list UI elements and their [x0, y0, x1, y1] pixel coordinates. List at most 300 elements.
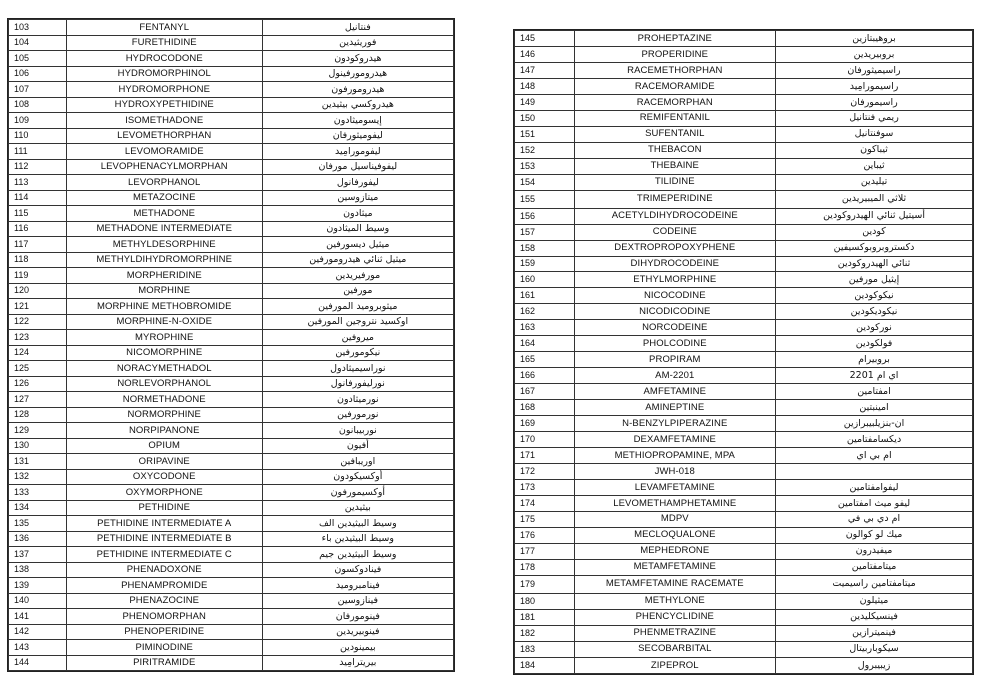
row-number: 110: [9, 128, 67, 144]
table-row: [515, 208, 973, 224]
drug-name-ar: راسيميثورفان: [776, 62, 973, 78]
drug-name-en: METAMFETAMINE RACEMATE: [574, 575, 776, 593]
table-row: [9, 454, 454, 470]
drug-name-ar: بروبيرام: [776, 352, 973, 368]
table-row: [515, 272, 973, 288]
row-number: 183: [515, 641, 575, 657]
drug-name-en: LEVOMETHORPHAN: [66, 128, 262, 144]
drug-name-ar: راسيمورامِيد: [776, 78, 973, 94]
drug-name-ar: فولكودين: [776, 336, 973, 352]
left-drug-table: [8, 19, 454, 671]
table-row: [9, 66, 454, 82]
table-row: [515, 641, 973, 657]
table-row: [9, 516, 454, 532]
drug-name-en: ZIPEPROL: [574, 657, 776, 673]
table-row: [9, 20, 454, 36]
table-row: [9, 609, 454, 625]
row-number: 184: [515, 657, 575, 673]
drug-name-en: SECOBARBITAL: [574, 641, 776, 657]
row-number: 141: [9, 609, 67, 625]
row-number: 135: [9, 516, 67, 532]
drug-name-en: THEBACON: [574, 142, 776, 158]
row-number: 163: [515, 320, 575, 336]
drug-name-ar: ديكسامفتامين: [776, 432, 973, 448]
table-row: [515, 479, 973, 495]
table-row: [9, 221, 454, 237]
drug-name-en: LEVORPHANOL: [66, 175, 262, 191]
drug-name-en: AMINEPTINE: [574, 400, 776, 416]
row-number: 131: [9, 454, 67, 470]
drug-name-ar: ليفوميثورفان: [262, 128, 453, 144]
row-number: 160: [515, 272, 575, 288]
drug-name-en: LEVOPHENACYLMORPHAN: [66, 159, 262, 175]
drug-name-en: DEXAMFETAMINE: [574, 432, 776, 448]
drug-name-ar: ليفو ميث امفتامين: [776, 495, 973, 511]
table-row: [515, 511, 973, 527]
table-row: [515, 288, 973, 304]
drug-name-ar: دكستروبروبوكسيفين: [776, 240, 973, 256]
table-row: [9, 578, 454, 594]
table-row: [9, 376, 454, 392]
drug-name-ar: ميثيلون: [776, 593, 973, 609]
row-number: 159: [515, 256, 575, 272]
drug-name-ar: ثنائي الهيدروكودين: [776, 256, 973, 272]
row-number: 138: [9, 562, 67, 578]
drug-name-en: PHENOPERIDINE: [66, 624, 262, 640]
drug-name-en: OXYCODONE: [66, 469, 262, 485]
drug-name-ar: امفتامين: [776, 384, 973, 400]
drug-name-en: PHENOMORPHAN: [66, 609, 262, 625]
row-number: 114: [9, 190, 67, 206]
drug-name-en: FENTANYL: [66, 20, 262, 36]
table-row: [9, 237, 454, 253]
table-row: [515, 94, 973, 110]
drug-name-en: JWH-018: [574, 463, 776, 479]
drug-name-en: MORPHERIDINE: [66, 268, 262, 284]
table-row: [9, 531, 454, 547]
drug-name-ar: ليفورفانول: [262, 175, 453, 191]
row-number: 128: [9, 407, 67, 423]
table-row: [9, 314, 454, 330]
table-row: [9, 640, 454, 656]
table-row: [9, 175, 454, 191]
drug-name-ar: نوراسيميثادول: [262, 361, 453, 377]
drug-name-ar: أوكسيكودون: [262, 469, 453, 485]
drug-name-ar: سيكوباربيتال: [776, 641, 973, 657]
table-row: [9, 35, 454, 51]
row-number: 148: [515, 78, 575, 94]
table-row: [9, 82, 454, 98]
table-row: [515, 240, 973, 256]
drug-name-en: MORPHINE METHOBROMIDE: [66, 299, 262, 315]
right-page: [513, 29, 974, 675]
drug-name-ar: هيدرومورفينول: [262, 66, 453, 82]
row-number: 106: [9, 66, 67, 82]
row-number: 120: [9, 283, 67, 299]
table-row: [515, 400, 973, 416]
drug-name-en: PHENMETRAZINE: [574, 625, 776, 641]
table-row: [9, 423, 454, 439]
drug-name-en: PHENADOXONE: [66, 562, 262, 578]
drug-name-ar: فينسيكليدين: [776, 609, 973, 625]
row-number: 181: [515, 609, 575, 625]
drug-name-en: HYDROCODONE: [66, 51, 262, 67]
drug-name-ar: ليفوفيناسيل مورفان: [262, 159, 453, 175]
drug-name-ar: نورمورفين: [262, 407, 453, 423]
drug-name-en: RACEMORPHAN: [574, 94, 776, 110]
drug-name-ar: أفيون: [262, 438, 453, 454]
drug-name-en: PETHIDINE INTERMEDIATE B: [66, 531, 262, 547]
drug-name-en: AM-2201: [574, 368, 776, 384]
drug-name-en: CODEINE: [574, 224, 776, 240]
row-number: 123: [9, 330, 67, 346]
drug-name-ar: فينازوسين: [262, 593, 453, 609]
drug-name-en: ISOMETHADONE: [66, 113, 262, 129]
drug-name-ar: فينادوكسون: [262, 562, 453, 578]
drug-name-ar: وسيط البيثيدين جيم: [262, 547, 453, 563]
drug-name-ar: امينبتين: [776, 400, 973, 416]
drug-name-ar: مورفين: [262, 283, 453, 299]
drug-name-en: METAZOCINE: [66, 190, 262, 206]
drug-name-ar: هيدروكودون: [262, 51, 453, 67]
row-number: 112: [9, 159, 67, 175]
drug-name-ar: وسيط البيثيدين باء: [262, 531, 453, 547]
drug-name-en: REMIFENTANIL: [574, 110, 776, 126]
row-number: 149: [515, 94, 575, 110]
table-row: [515, 110, 973, 126]
drug-name-ar: ميفيدرون: [776, 543, 973, 559]
row-number: 145: [515, 31, 575, 47]
table-row: [9, 128, 454, 144]
table-row: [515, 352, 973, 368]
table-row: [9, 51, 454, 67]
row-number: 154: [515, 174, 575, 190]
row-number: 136: [9, 531, 67, 547]
table-row: [515, 447, 973, 463]
drug-name-ar: بيمينودين: [262, 640, 453, 656]
row-number: 130: [9, 438, 67, 454]
drug-name-ar: ام بي اي: [776, 447, 973, 463]
table-row: [515, 158, 973, 174]
row-number: 121: [9, 299, 67, 315]
drug-name-ar: إيثيل مورفين: [776, 272, 973, 288]
table-row: [515, 495, 973, 511]
drug-name-en: PETHIDINE INTERMEDIATE A: [66, 516, 262, 532]
table-row: [9, 500, 454, 516]
drug-name-ar: ميثوبروميد المورفين: [262, 299, 453, 315]
table-row: [515, 320, 973, 336]
drug-name-en: PROHEPTAZINE: [574, 31, 776, 47]
drug-name-en: NICODICODINE: [574, 304, 776, 320]
drug-name-en: MORPHINE: [66, 283, 262, 299]
drug-name-en: MDPV: [574, 511, 776, 527]
drug-name-en: DIHYDROCODEINE: [574, 256, 776, 272]
drug-name-en: ACETYLDIHYDROCODEINE: [574, 208, 776, 224]
drug-name-ar: نوركودين: [776, 320, 973, 336]
row-number: 177: [515, 543, 575, 559]
row-number: 142: [9, 624, 67, 640]
row-number: 134: [9, 500, 67, 516]
table-row: [9, 283, 454, 299]
drug-name-ar: ثيباين: [776, 158, 973, 174]
drug-name-ar: وسيط الميثادون: [262, 221, 453, 237]
drug-name-ar: فينومورفان: [262, 609, 453, 625]
table-row: [9, 190, 454, 206]
row-number: 109: [9, 113, 67, 129]
drug-name-ar: نيكوكودين: [776, 288, 973, 304]
row-number: 182: [515, 625, 575, 641]
table-row: [9, 438, 454, 454]
drug-name-ar: بيثيدين: [262, 500, 453, 516]
drug-name-ar: ميك لو كوالون: [776, 527, 973, 543]
row-number: 118: [9, 252, 67, 268]
row-number: 161: [515, 288, 575, 304]
row-number: 139: [9, 578, 67, 594]
drug-name-en: METHADONE: [66, 206, 262, 222]
drug-name-ar: ميتازوسين: [262, 190, 453, 206]
drug-name-ar: ان-بنزيلبيبرازين: [776, 416, 973, 432]
table-row: [9, 299, 454, 315]
drug-name-en: NICOCODINE: [574, 288, 776, 304]
drug-name-en: NORLEVORPHANOL: [66, 376, 262, 392]
drug-name-ar: فينميترازين: [776, 625, 973, 641]
drug-name-ar: زيبيبرول: [776, 657, 973, 673]
table-row: [515, 78, 973, 94]
table-row: [9, 655, 454, 671]
drug-name-en: MEPHEDRONE: [574, 543, 776, 559]
table-row: [9, 144, 454, 160]
row-number: 147: [515, 62, 575, 78]
row-number: 117: [9, 237, 67, 253]
table-row: [515, 432, 973, 448]
drug-name-en: METHYLDESORPHINE: [66, 237, 262, 253]
drug-name-ar: ميتامفتامين راسيميت: [776, 575, 973, 593]
drug-name-en: NORACYMETHADOL: [66, 361, 262, 377]
drug-name-ar: أسيتيل ثنائي الهيدروكودين: [776, 208, 973, 224]
drug-name-ar: ميروفين: [262, 330, 453, 346]
drug-name-en: MYROPHINE: [66, 330, 262, 346]
drug-name-ar: ميثادون: [262, 206, 453, 222]
table-row: [9, 593, 454, 609]
drug-name-ar: بروبيريدين: [776, 46, 973, 62]
drug-name-en: NORPIPANONE: [66, 423, 262, 439]
drug-name-en: METHYLONE: [574, 593, 776, 609]
drug-name-ar: وسيط البيثيدين الف: [262, 516, 453, 532]
drug-name-en: METHYLDIHYDROMORPHINE: [66, 252, 262, 268]
drug-name-en: LEVAMFETAMINE: [574, 479, 776, 495]
drug-name-en: PETHIDINE: [66, 500, 262, 516]
drug-name-en: RACEMORAMIDE: [574, 78, 776, 94]
drug-name-en: PHOLCODINE: [574, 336, 776, 352]
drug-name-ar: إيسوميثادون: [262, 113, 453, 129]
drug-name-en: OPIUM: [66, 438, 262, 454]
row-number: 166: [515, 368, 575, 384]
drug-name-en: AMFETAMINE: [574, 384, 776, 400]
table-row: [515, 126, 973, 142]
drug-name-en: HYDROMORPHINOL: [66, 66, 262, 82]
drug-name-en: LEVOMETHAMPHETAMINE: [574, 495, 776, 511]
row-number: 176: [515, 527, 575, 543]
table-row: [9, 345, 454, 361]
drug-name-ar: اي ام 2201: [776, 368, 973, 384]
table-row: [515, 62, 973, 78]
row-number: 157: [515, 224, 575, 240]
table-row: [9, 469, 454, 485]
drug-name-en: TRIMEPERIDINE: [574, 190, 776, 208]
table-row: [515, 142, 973, 158]
row-number: 152: [515, 142, 575, 158]
drug-name-ar: بروهيبتازين: [776, 31, 973, 47]
drug-name-en: LEVOMORAMIDE: [66, 144, 262, 160]
table-row: [9, 252, 454, 268]
drug-name-en: TILIDINE: [574, 174, 776, 190]
table-row: [9, 113, 454, 129]
drug-name-ar: فينوبيريدين: [262, 624, 453, 640]
drug-name-ar: تيليدين: [776, 174, 973, 190]
table-row: [9, 624, 454, 640]
row-number: 172: [515, 463, 575, 479]
row-number: 144: [9, 655, 67, 671]
row-number: 122: [9, 314, 67, 330]
table-row: [515, 174, 973, 190]
table-row: [9, 159, 454, 175]
row-number: 158: [515, 240, 575, 256]
drug-name-en: ORIPAVINE: [66, 454, 262, 470]
row-number: 151: [515, 126, 575, 142]
table-row: [515, 593, 973, 609]
drug-name-en: PROPIRAM: [574, 352, 776, 368]
drug-name-en: NORMETHADONE: [66, 392, 262, 408]
table-row: [515, 368, 973, 384]
drug-name-ar: ميتامفتامين: [776, 559, 973, 575]
table-row: [515, 543, 973, 559]
row-number: 179: [515, 575, 575, 593]
row-number: 111: [9, 144, 67, 160]
drug-name-ar: ليفوامفتامين: [776, 479, 973, 495]
drug-name-en: METHIOPROPAMINE, MPA: [574, 447, 776, 463]
drug-name-ar: فنتانيل: [262, 20, 453, 36]
drug-name-en: SUFENTANIL: [574, 126, 776, 142]
row-number: 173: [515, 479, 575, 495]
table-row: [9, 562, 454, 578]
row-number: 180: [515, 593, 575, 609]
table-row: [9, 330, 454, 346]
row-number: 167: [515, 384, 575, 400]
table-row: [515, 31, 973, 47]
drug-name-en: MORPHINE-N-OXIDE: [66, 314, 262, 330]
drug-name-ar: اوريبافين: [262, 454, 453, 470]
drug-name-ar: راسيمورفان: [776, 94, 973, 110]
table-row: [515, 463, 973, 479]
row-number: 153: [515, 158, 575, 174]
table-row: [515, 527, 973, 543]
drug-name-ar: ميثيل ثنائي هيدرومورفين: [262, 252, 453, 268]
row-number: 164: [515, 336, 575, 352]
drug-name-en: PIMINODINE: [66, 640, 262, 656]
left-page: [7, 18, 455, 672]
drug-name-en: PHENAMPROMIDE: [66, 578, 262, 594]
row-number: 150: [515, 110, 575, 126]
drug-name-ar: هيدروكسي بيثيدين: [262, 97, 453, 113]
drug-name-ar: ريمي فنتانيل: [776, 110, 973, 126]
table-row: [9, 547, 454, 563]
drug-name-en: METAMFETAMINE: [574, 559, 776, 575]
table-row: [515, 46, 973, 62]
table-row: [515, 575, 973, 593]
table-row: [9, 206, 454, 222]
drug-name-ar: مورفيريدين: [262, 268, 453, 284]
drug-name-ar: اوكسيد نتروجين المورفين: [262, 314, 453, 330]
row-number: 156: [515, 208, 575, 224]
row-number: 126: [9, 376, 67, 392]
drug-name-en: DEXTROPROPOXYPHENE: [574, 240, 776, 256]
table-row: [515, 190, 973, 208]
row-number: 162: [515, 304, 575, 320]
drug-name-en: MECLOQUALONE: [574, 527, 776, 543]
drug-name-en: METHADONE INTERMEDIATE: [66, 221, 262, 237]
drug-name-en: RACEMETHORPHAN: [574, 62, 776, 78]
drug-name-en: HYDROMORPHONE: [66, 82, 262, 98]
table-row: [9, 361, 454, 377]
drug-name-ar: ميثيل ديسورفين: [262, 237, 453, 253]
drug-name-en: NORMORPHINE: [66, 407, 262, 423]
table-row: [515, 416, 973, 432]
drug-name-ar: أوكسيمورفون: [262, 485, 453, 501]
drug-name-en: N-BENZYLPIPERAZINE: [574, 416, 776, 432]
table-row: [515, 384, 973, 400]
drug-name-en: THEBAINE: [574, 158, 776, 174]
row-number: 113: [9, 175, 67, 191]
right-drug-table: [514, 30, 973, 674]
drug-name-en: PHENCYCLIDINE: [574, 609, 776, 625]
row-number: 107: [9, 82, 67, 98]
row-number: 108: [9, 97, 67, 113]
row-number: 133: [9, 485, 67, 501]
drug-name-ar: نورليفورفانول: [262, 376, 453, 392]
row-number: 140: [9, 593, 67, 609]
table-row: [9, 485, 454, 501]
drug-name-ar: كودين: [776, 224, 973, 240]
row-number: 174: [515, 495, 575, 511]
table-row: [515, 256, 973, 272]
drug-name-en: OXYMORPHONE: [66, 485, 262, 501]
row-number: 143: [9, 640, 67, 656]
row-number: 115: [9, 206, 67, 222]
drug-name-ar: [776, 463, 973, 479]
drug-name-en: FURETHIDINE: [66, 35, 262, 51]
drug-name-ar: نورميثادون: [262, 392, 453, 408]
drug-name-ar: ثيباكون: [776, 142, 973, 158]
row-number: 127: [9, 392, 67, 408]
row-number: 169: [515, 416, 575, 432]
table-row: [9, 97, 454, 113]
row-number: 171: [515, 447, 575, 463]
drug-name-en: PIRITRAMIDE: [66, 655, 262, 671]
table-row: [515, 657, 973, 673]
row-number: 165: [515, 352, 575, 368]
drug-name-ar: هيدرومورفون: [262, 82, 453, 98]
table-row: [515, 304, 973, 320]
drug-name-ar: نوربيبانون: [262, 423, 453, 439]
table-row: [9, 407, 454, 423]
drug-name-ar: نيكوديكودين: [776, 304, 973, 320]
drug-name-en: PROPERIDINE: [574, 46, 776, 62]
drug-name-ar: ليفومورامِيد: [262, 144, 453, 160]
drug-name-en: NORCODEINE: [574, 320, 776, 336]
table-row: [515, 224, 973, 240]
row-number: 104: [9, 35, 67, 51]
drug-name-en: PHENAZOCINE: [66, 593, 262, 609]
